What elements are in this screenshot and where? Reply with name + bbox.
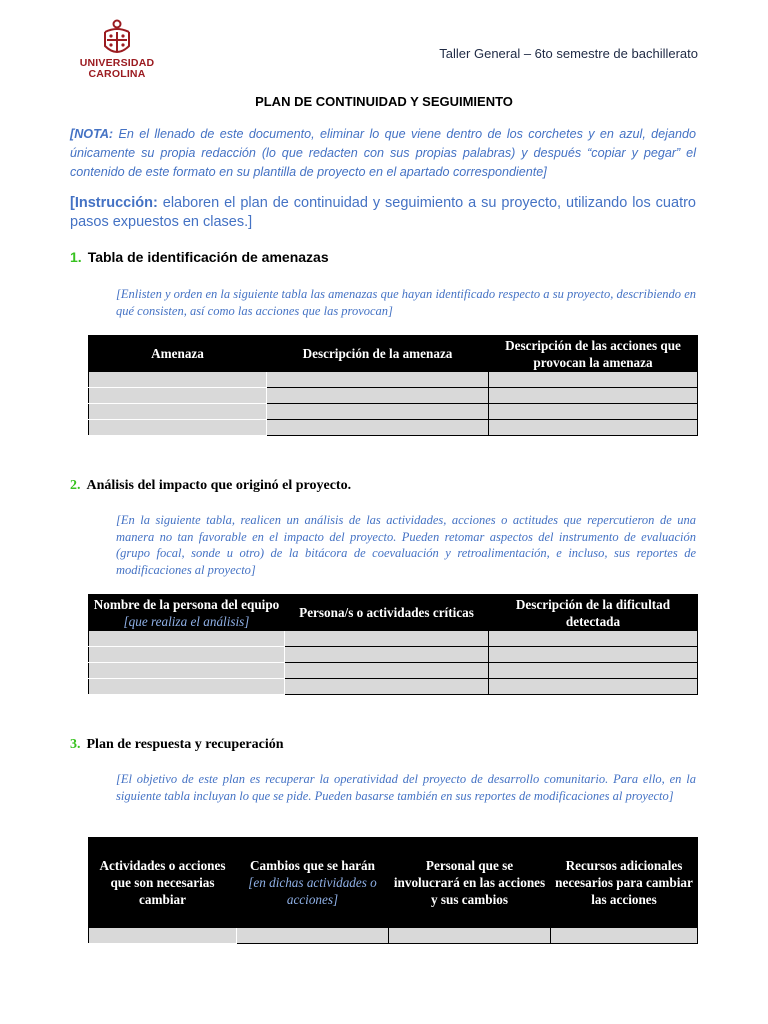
logo-line-2: CAROLINA xyxy=(88,68,146,80)
instruction-text: elaboren el plan de continuidad y seguimiento a su proyecto, utilizando los cuatro pasos expuestos en clases.] xyxy=(70,195,696,230)
section-1-title: Tabla de identificación de amenazas xyxy=(87,249,329,265)
response-col-cambios xyxy=(237,838,389,928)
table-cell[interactable] xyxy=(285,679,489,695)
table-row xyxy=(89,420,698,436)
logo-line-1: UNIVERSIDAD xyxy=(79,57,155,69)
table-row xyxy=(89,663,698,679)
table-cell[interactable] xyxy=(285,631,489,647)
response-table xyxy=(88,837,698,944)
impact-col-criticas: Persona/s o actividades críticas xyxy=(285,595,489,631)
table-cell[interactable] xyxy=(89,404,267,420)
threats-col-descripcion: Descripción de la amenaza xyxy=(267,336,489,372)
response-col-recursos: Recursos adicionales necesarios para cambiar las acciones xyxy=(551,838,698,928)
table-cell[interactable] xyxy=(89,388,267,404)
table-cell[interactable] xyxy=(89,420,267,436)
table-cell[interactable] xyxy=(267,420,489,436)
table-cell[interactable] xyxy=(489,663,698,679)
table-cell[interactable] xyxy=(89,647,285,663)
instruction-label: [Instrucción: xyxy=(70,195,158,211)
table-cell[interactable] xyxy=(489,388,698,404)
section-3-title: Plan de respuesta y recuperación xyxy=(86,737,284,752)
section-1-hint: [Enlisten y orden en la siguiente tabla las amenazas que hayan identificado respecto a su proyecto, describiendo en qué consisten, así como las acciones que las provocan] xyxy=(116,287,696,318)
table-cell[interactable] xyxy=(285,647,489,663)
table-cell[interactable] xyxy=(489,420,698,436)
table-cell[interactable] xyxy=(237,928,389,944)
threats-col-acciones: Descripción de las acciones que provocan la amenaza xyxy=(489,336,698,372)
table-cell[interactable] xyxy=(489,631,698,647)
section-3-hint: [El objetivo de este plan es recuperar la operatividad del proyecto de desarrollo comunitario. Para ello, en la siguiente tabla incluyan lo que se pide. Pueden basarse también en sus reportes de modificaciones al proyecto] xyxy=(116,772,696,803)
table-row xyxy=(89,679,698,695)
document-title: PLAN DE CONTINUIDAD Y SEGUIMIENTO xyxy=(255,94,513,109)
table-row xyxy=(89,631,698,647)
impact-col-persona-note: [que realiza el análisis] xyxy=(123,613,250,629)
section-1-number: 1. xyxy=(70,249,82,265)
table-cell[interactable] xyxy=(89,372,267,388)
course-header: Taller General – 6to semestre de bachillerato xyxy=(439,46,698,61)
response-col-cambios-note: [en dichas actividades o acciones] xyxy=(248,875,377,907)
impact-col-persona-main: Nombre de la persona del equipo xyxy=(93,596,280,612)
response-col-personal: Personal que se involucrará en las acciones y sus cambios xyxy=(389,838,551,928)
section-2-number: 2. xyxy=(70,478,81,493)
table-cell[interactable] xyxy=(89,679,285,695)
impact-col-dificultad: Descripción de la dificultad detectada xyxy=(489,595,698,631)
impact-table xyxy=(88,594,698,695)
table-cell[interactable] xyxy=(489,647,698,663)
university-logo xyxy=(74,18,160,88)
section-2-hint: [En la siguiente tabla, realicen un análisis de las actividades, acciones o actitudes que repercutieron de una manera no tan favorable en el impacto del proyecto. Pueden retomar aspectos del instrumento de evaluación (grupo focal, sonde u otro) de la bitácora de coevaluación y retroalimentación, e incluso, sus reportes de modificaciones al proyecto] xyxy=(116,513,696,577)
table-cell[interactable] xyxy=(489,679,698,695)
note-label: [NOTA: xyxy=(70,127,114,141)
table-cell[interactable] xyxy=(89,631,285,647)
table-row xyxy=(89,372,698,388)
response-col-actividades: Actividades o acciones que son necesarias cambiar xyxy=(89,838,237,928)
table-cell[interactable] xyxy=(89,928,237,944)
table-cell[interactable] xyxy=(267,372,489,388)
table-cell[interactable] xyxy=(489,404,698,420)
table-cell[interactable] xyxy=(267,404,489,420)
instruction-paragraph xyxy=(70,194,696,232)
threats-table xyxy=(88,335,698,436)
table-cell[interactable] xyxy=(89,663,285,679)
section-3-heading xyxy=(70,737,284,753)
table-cell[interactable] xyxy=(551,928,698,944)
section-1-heading xyxy=(70,249,329,265)
note-paragraph xyxy=(70,125,696,182)
note-text: En el llenado de este documento, eliminar lo que viene dentro de los corchetes y en azul, dejando únicamente su propia redacción (lo que redacten con sus propias palabras) y después “copiar y pegar” el contenido de este formato en su plantilla de proyecto en el apartado correspondiente] xyxy=(70,127,696,179)
table-row xyxy=(89,404,698,420)
response-col-cambios-main: Cambios que se harán xyxy=(250,858,375,873)
table-cell[interactable] xyxy=(267,388,489,404)
table-cell[interactable] xyxy=(489,372,698,388)
section-2-title: Análisis del impacto que originó el proyecto. xyxy=(86,478,352,493)
table-row xyxy=(89,647,698,663)
table-row xyxy=(89,928,698,944)
impact-col-persona xyxy=(89,595,285,631)
threats-col-amenaza: Amenaza xyxy=(89,336,267,372)
table-cell[interactable] xyxy=(389,928,551,944)
university-crest-icon xyxy=(100,18,134,58)
table-row xyxy=(89,388,698,404)
section-2-heading xyxy=(70,478,351,494)
table-cell[interactable] xyxy=(285,663,489,679)
section-3-number: 3. xyxy=(70,737,81,752)
